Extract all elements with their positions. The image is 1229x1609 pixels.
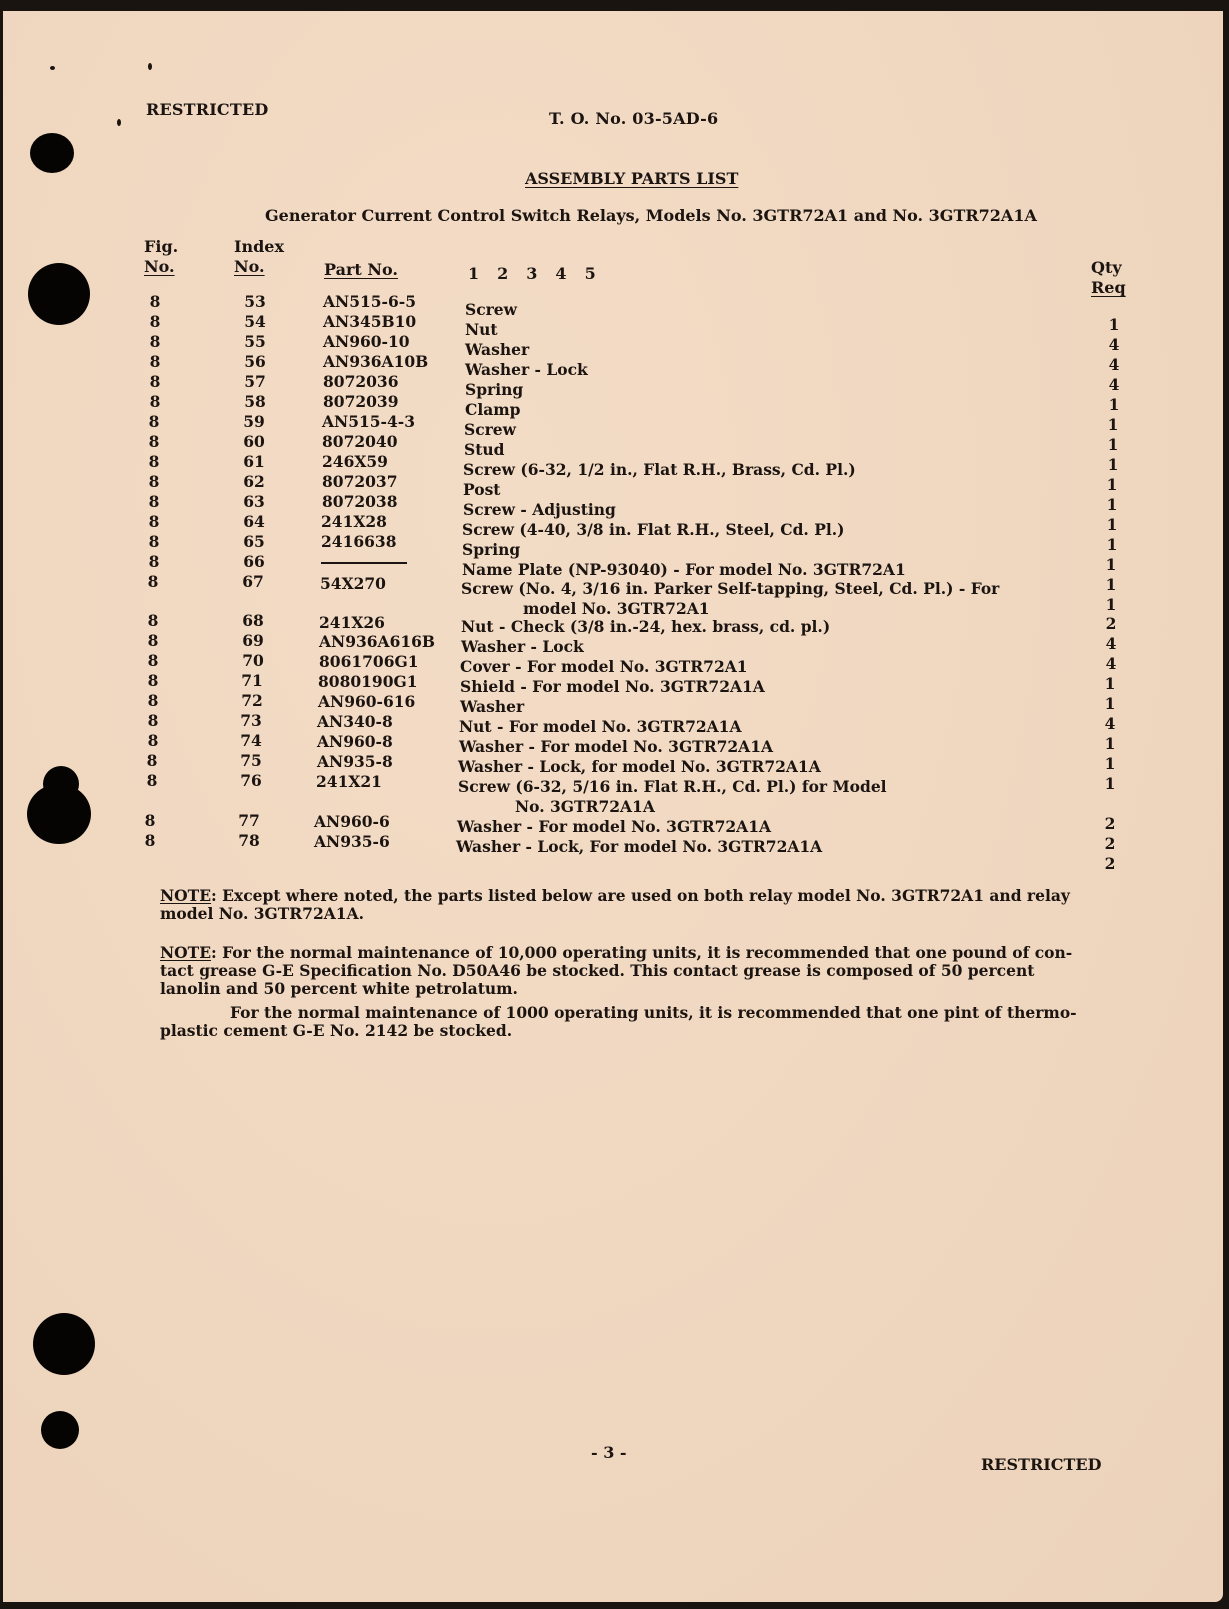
qty: 1 <box>1104 674 1116 693</box>
part-no: 241X26 <box>319 613 385 632</box>
index-no: 60 <box>243 432 265 451</box>
level-3: 3 <box>526 264 538 283</box>
description: Cover - For model No. 3GTR72A1 <box>460 657 748 676</box>
part-no-blank <box>321 552 407 572</box>
description: Screw (6-32, 1/2 in., Flat R.H., Brass, Cd. Pl.) <box>463 460 856 479</box>
table-row <box>3 631 1203 656</box>
description: Post <box>463 480 501 499</box>
index-no: 66 <box>243 552 265 571</box>
part-no: AN935-8 <box>317 752 393 771</box>
page-subtitle: Generator Current Control Switch Relays, Models No. 3GTR72A1 and No. 3GTR72A1A <box>265 206 1037 225</box>
paper-speck <box>148 63 152 70</box>
note-label: NOTE <box>160 886 212 905</box>
binding-hole <box>41 1411 79 1449</box>
qty: 4 <box>1105 654 1117 673</box>
note-text: plastic cement G-E No. 2142 be stocked. <box>160 1021 513 1040</box>
part-no: AN960-8 <box>317 732 393 751</box>
qty: 4 <box>1105 634 1117 653</box>
table-row <box>3 512 1203 539</box>
index-no: 64 <box>243 512 265 531</box>
table-row <box>3 372 1203 399</box>
table-row <box>3 292 1203 319</box>
table-row <box>3 731 1203 756</box>
note-text: tact grease G-E Specification No. D50A46 be stocked. This contact grease is composed of 50 percent <box>160 961 1035 980</box>
part-no: AN515-6-5 <box>323 292 416 311</box>
fig-no: 8 <box>148 472 160 491</box>
qty: 1 <box>1106 535 1118 554</box>
description: Screw (No. 4, 3/16 in. Parker Self-tapping, Steel, Cd. Pl.) - For <box>461 579 1000 598</box>
index-no: 78 <box>238 831 260 850</box>
index-no: 77 <box>238 811 260 830</box>
col-qty-top: Qty <box>1091 258 1122 277</box>
page-title: ASSEMBLY PARTS LIST <box>525 169 739 188</box>
index-no: 57 <box>244 372 266 391</box>
col-levels <box>468 264 596 284</box>
qty: 1 <box>1105 575 1117 594</box>
part-no: 8072038 <box>322 492 398 511</box>
fig-no: 8 <box>146 771 158 790</box>
description: Washer - Lock <box>461 637 584 656</box>
binding-hole <box>33 1313 95 1375</box>
table-row-extra-qty <box>3 851 1203 871</box>
description-continued: model No. 3GTR72A1 <box>523 599 710 618</box>
part-no: AN936A10B <box>323 352 429 371</box>
fig-no: 8 <box>147 691 159 710</box>
table-row <box>3 811 1203 836</box>
index-no: 59 <box>243 412 265 431</box>
qty: 1 <box>1107 455 1119 474</box>
fig-no: 8 <box>149 332 161 351</box>
part-no: 2416638 <box>321 532 397 551</box>
table-row <box>3 572 1203 618</box>
index-no: 58 <box>244 392 266 411</box>
qty: 2 <box>1104 834 1116 853</box>
part-no: 54X270 <box>320 574 386 593</box>
description: Screw - Adjusting <box>463 500 616 519</box>
index-no: 53 <box>244 292 266 311</box>
qty: 1 <box>1107 435 1119 454</box>
fig-no: 8 <box>147 631 159 650</box>
document-page <box>3 11 1223 1602</box>
index-no: 62 <box>243 472 265 491</box>
fig-no: 8 <box>148 512 160 531</box>
index-no: 73 <box>240 711 262 730</box>
part-no: 8061706G1 <box>319 652 419 671</box>
description: Clamp <box>465 400 521 419</box>
qty: 1 <box>1104 754 1116 773</box>
description: Washer - Lock, for model No. 3GTR72A1A <box>458 757 821 776</box>
part-no: AN345B10 <box>323 312 417 331</box>
index-no: 56 <box>244 352 266 371</box>
table-row <box>3 611 1203 636</box>
qty: 1 <box>1105 555 1117 574</box>
col-fig-bottom: No. <box>144 257 175 276</box>
classification-footer: RESTRICTED <box>981 1455 1102 1474</box>
part-no: 8072037 <box>322 472 398 491</box>
index-no: 74 <box>240 731 262 750</box>
index-no: 76 <box>240 771 262 790</box>
binding-hole <box>30 133 74 173</box>
note-text: For the normal maintenance of 1000 operating units, it is recommended that one pint of thermo- <box>230 1003 1077 1022</box>
note-text: lanolin and 50 percent white petrolatum. <box>160 979 518 998</box>
blank-part-rule <box>321 562 407 564</box>
part-no: AN515-4-3 <box>322 412 415 431</box>
fig-no: 8 <box>149 392 161 411</box>
fig-no: 8 <box>148 492 160 511</box>
qty: 1 <box>1106 515 1118 534</box>
description: Stud <box>464 440 505 459</box>
description: Spring <box>465 380 524 399</box>
table-row <box>3 452 1203 479</box>
table-row <box>3 472 1203 499</box>
col-part-no: Part No. <box>324 260 398 279</box>
note-3 <box>160 1004 1090 1040</box>
description: Nut - For model No. 3GTR72A1A <box>459 717 742 736</box>
description: Washer - Lock, For model No. 3GTR72A1A <box>456 837 823 856</box>
description: Washer - For model No. 3GTR72A1A <box>457 817 772 836</box>
level-4: 4 <box>555 264 567 283</box>
table-row <box>3 771 1203 816</box>
fig-no: 8 <box>147 651 159 670</box>
fig-no: 8 <box>144 831 156 850</box>
part-no: 8072040 <box>322 432 398 451</box>
table-row <box>3 831 1203 856</box>
table-row <box>3 552 1203 579</box>
description: Washer <box>465 340 530 359</box>
qty: 2 <box>1104 854 1116 873</box>
fig-no: 8 <box>148 452 160 471</box>
qty: 4 <box>1108 335 1120 354</box>
fig-no: 8 <box>148 532 160 551</box>
col-index-top: Index <box>234 237 285 256</box>
qty: 1 <box>1106 495 1118 514</box>
table-row <box>3 751 1203 776</box>
note-text: : Except where noted, the parts listed below are used on both relay model No. 3GTR72A1 and relay <box>211 886 1070 905</box>
tech-order-number: T. O. No. 03-5AD-6 <box>549 109 719 128</box>
index-no: 68 <box>242 611 264 630</box>
fig-no: 8 <box>149 372 161 391</box>
classification-header: RESTRICTED <box>146 100 269 119</box>
description: Screw <box>464 420 517 439</box>
index-no: 71 <box>241 671 263 690</box>
fig-no: 8 <box>144 811 156 830</box>
description: Washer <box>460 697 525 716</box>
fig-no: 8 <box>146 751 158 770</box>
part-no: 246X59 <box>322 452 388 471</box>
fig-no: 8 <box>148 432 160 451</box>
note-text: : For the normal maintenance of 10,000 operating units, it is recommended that one pound of con- <box>211 943 1073 962</box>
table-row <box>3 671 1203 696</box>
qty: 2 <box>1104 814 1116 833</box>
fig-no: 8 <box>147 572 159 591</box>
level-5: 5 <box>584 264 596 283</box>
part-no: 8072039 <box>323 392 399 411</box>
qty: 2 <box>1105 614 1117 633</box>
note-label: NOTE <box>160 943 212 962</box>
index-no: 61 <box>243 452 265 471</box>
table-row <box>3 432 1203 459</box>
qty: 4 <box>1108 375 1120 394</box>
description: Screw <box>465 300 518 319</box>
qty: 1 <box>1108 395 1120 414</box>
qty: 1 <box>1106 475 1118 494</box>
col-fig-top: Fig. <box>144 237 179 256</box>
note-1 <box>160 887 1090 923</box>
fig-no: 8 <box>149 292 161 311</box>
qty: 1 <box>1107 415 1119 434</box>
qty: 4 <box>1108 355 1120 374</box>
note-text: model No. 3GTR72A1A. <box>160 904 364 923</box>
table-row <box>3 532 1203 559</box>
col-qty-bottom: Req <box>1091 278 1126 297</box>
table-row <box>3 412 1203 439</box>
fig-no: 8 <box>148 552 160 571</box>
part-no: AN936A616B <box>319 632 436 651</box>
description: Screw (6-32, 5/16 in. Flat R.H., Cd. Pl.) for Model <box>458 777 887 796</box>
index-no: 63 <box>243 492 265 511</box>
table-row <box>3 332 1203 359</box>
index-no: 70 <box>242 651 264 670</box>
part-no: 241X21 <box>316 772 382 791</box>
col-index-bottom: No. <box>234 257 265 276</box>
level-2: 2 <box>497 264 509 283</box>
fig-no: 8 <box>148 412 160 431</box>
qty: 4 <box>1104 714 1116 733</box>
part-no: AN935-6 <box>314 832 390 851</box>
description: Washer - For model No. 3GTR72A1A <box>459 737 774 756</box>
table-row <box>3 492 1203 519</box>
table-row <box>3 312 1203 339</box>
qty: 1 <box>1105 595 1117 614</box>
fig-no: 8 <box>147 671 159 690</box>
note-2 <box>160 944 1090 998</box>
paper-speck <box>117 119 121 126</box>
table-row <box>3 651 1203 676</box>
description: Name Plate (NP-93040) - For model No. 3GTR72A1 <box>462 560 906 579</box>
fig-no: 8 <box>147 711 159 730</box>
qty: 1 <box>1104 774 1116 793</box>
fig-no: 8 <box>147 731 159 750</box>
qty: 1 <box>1108 315 1120 334</box>
description: Nut <box>465 320 498 339</box>
description: Nut - Check (3/8 in.-24, hex. brass, cd. pl.) <box>461 617 831 636</box>
part-no: AN340-8 <box>317 712 393 731</box>
description: Shield - For model No. 3GTR72A1A <box>460 677 765 696</box>
part-no: 8080190G1 <box>318 672 418 691</box>
level-1: 1 <box>468 264 480 283</box>
description: Washer - Lock <box>465 360 588 379</box>
part-no: 8072036 <box>323 372 399 391</box>
index-no: 65 <box>243 532 265 551</box>
description: Spring <box>462 540 521 559</box>
table-row <box>3 691 1203 716</box>
fig-no: 8 <box>149 352 161 371</box>
description: Screw (4-40, 3/8 in. Flat R.H., Steel, Cd. Pl.) <box>462 520 845 539</box>
table-row <box>3 711 1203 736</box>
fig-no: 8 <box>149 312 161 331</box>
page-number: - 3 - <box>591 1443 627 1462</box>
description-continued: No. 3GTR72A1A <box>515 797 655 816</box>
paper-speck <box>50 66 55 70</box>
part-no: AN960-616 <box>318 692 416 711</box>
part-no: 241X28 <box>321 512 387 531</box>
fig-no: 8 <box>147 611 159 630</box>
index-no: 54 <box>244 312 266 331</box>
part-no: AN960-10 <box>323 332 410 351</box>
qty: 1 <box>1104 694 1116 713</box>
table-row <box>3 352 1203 379</box>
index-no: 67 <box>242 572 264 591</box>
index-no: 72 <box>241 691 263 710</box>
table-row <box>3 392 1203 419</box>
part-no: AN960-6 <box>314 812 390 831</box>
index-no: 69 <box>242 631 264 650</box>
index-no: 55 <box>244 332 266 351</box>
index-no: 75 <box>240 751 262 770</box>
qty: 1 <box>1104 734 1116 753</box>
